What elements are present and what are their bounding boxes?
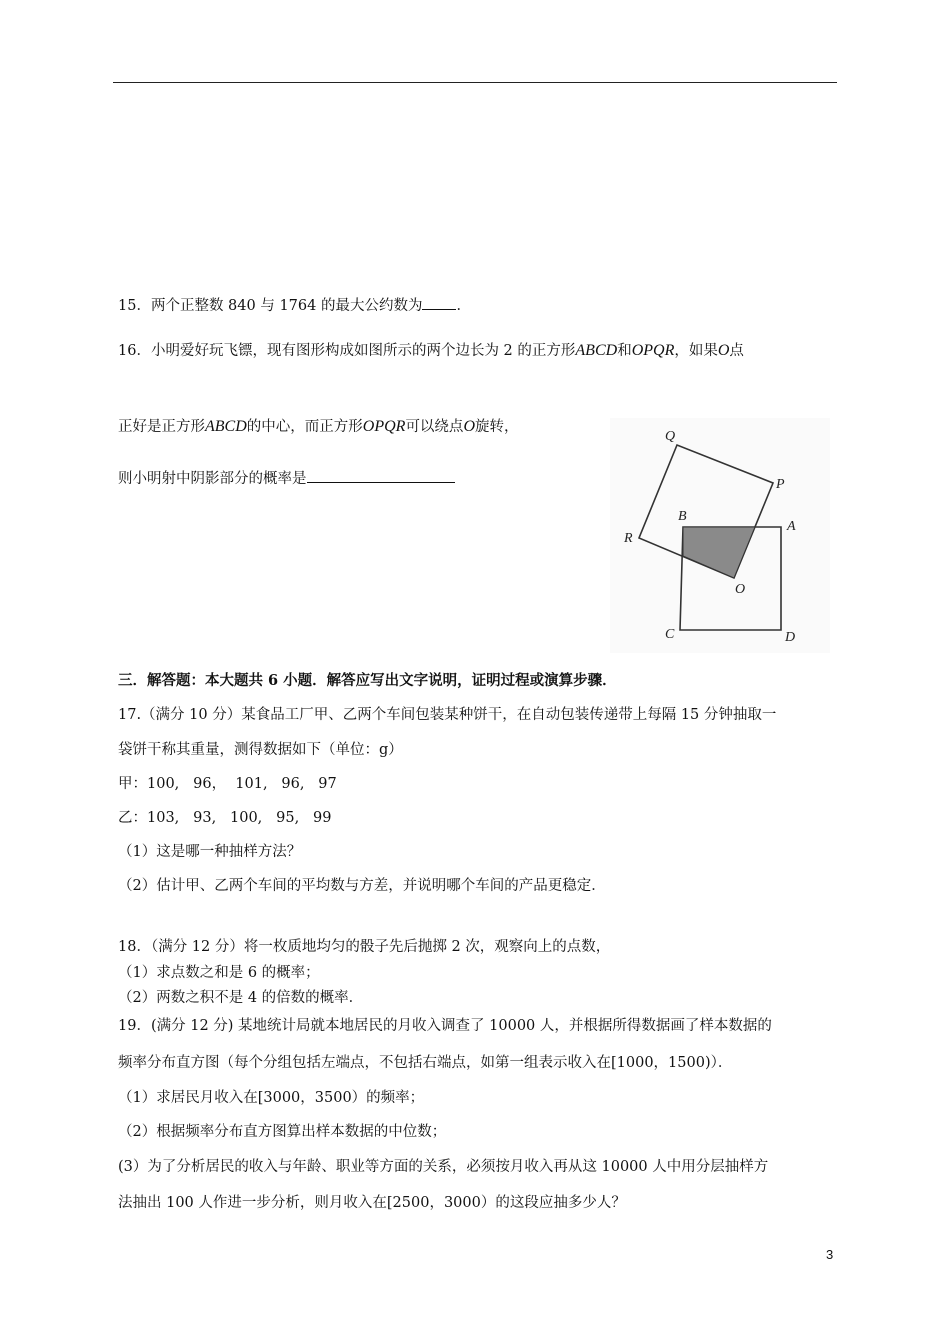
two-squares-figure (610, 418, 830, 653)
label-b: B (678, 509, 687, 524)
label-o: O (735, 582, 746, 597)
q16-text: 则小明射中阴影部分的概率是 (118, 471, 307, 487)
point-o-label: O (463, 418, 475, 435)
label-r: R (624, 531, 633, 546)
question-18-line-1: 18．（满分 12 分）将一枚质地均匀的骰子先后抛掷 2 次，观察向上的点数， (118, 939, 611, 955)
square-abcd-label: ABCD (575, 342, 618, 359)
q16-text: 点 (729, 343, 744, 359)
q16-text: 的中心，而正方形 (246, 419, 363, 435)
section-3-heading: 三．解答题：本大题共 6 小题．解答应写出文字说明，证明过程或演算步骤． (118, 672, 617, 689)
question-16-line-2 (118, 417, 519, 437)
q16-text: 和 (617, 343, 632, 359)
q16-text: ，如果 (674, 343, 718, 359)
q16-text: 旋转， (475, 419, 519, 435)
label-p: P (776, 477, 785, 492)
label-d: D (785, 630, 796, 645)
page-number: 3 (826, 1247, 834, 1262)
question-15 (118, 295, 471, 316)
q19-part-3: (3）为了分析居民的收入与年龄、职业等方面的关系，必须按月收入再从这 10000 人中用分层抽样方 (118, 1159, 769, 1175)
square-opqr-label: OPQR (631, 342, 675, 359)
q15-text: 15．两个正整数 840 与 1764 的最大公约数为 (118, 298, 423, 314)
question-19-line-1: 19．(满分 12 分) 某地统计局就本地居民的月收入调查了 10000 人，并根据所得数据画了样本数据的 (118, 1018, 772, 1034)
q16-text: 16．小明爱好玩飞镖，现有图形构成如图所示的两个边长为 2 的正方形 (118, 343, 576, 359)
label-c: C (665, 627, 675, 642)
q18-part-1: （1）求点数之和是 6 的概率； (118, 965, 320, 981)
q17-part-1: （1）这是哪一种抽样方法？ (118, 844, 302, 860)
square-abcd-label: ABCD (205, 418, 247, 435)
q16-text: 正好是正方形 (118, 419, 205, 435)
q18-part-2: （2）两数之积不是 4 的倍数的概率． (118, 990, 364, 1006)
q19-part-1: （1）求居民月收入在[3000，3500）的频率； (118, 1090, 425, 1106)
question-17-line-2: 袋饼干称其重量，测得数据如下（单位：g） (118, 742, 403, 758)
label-a: A (787, 519, 796, 534)
q16-answer-blank[interactable] (307, 468, 455, 483)
q16-text: 可以绕点 (405, 419, 464, 435)
q15-period: ． (456, 298, 471, 314)
q17-data-yi: 乙：103, 93, 100, 95, 99 (118, 810, 332, 826)
question-17-line-1: 17.（满分 10 分）某食品工厂甲、乙两个车间包装某种饼干，在自动包装传递带上每隔 15 分钟抽取一 (118, 707, 777, 723)
header-rule (113, 82, 837, 83)
q17-data-jia: 甲：100, 96， 101, 96, 97 (118, 776, 337, 792)
label-q: Q (665, 429, 676, 444)
q19-part-3-continued: 法抽出 100 人作进一步分析，则月收入在[2500，3000）的这段应抽多少人？ (118, 1195, 626, 1211)
q17-part-2: （2）估计甲、乙两个车间的平均数与方差，并说明哪个车间的产品更稳定． (118, 878, 606, 894)
question-19-line-2: 频率分布直方图（每个分组包括左端点，不包括右端点，如第一组表示收入在[1000，1500)）． (118, 1055, 733, 1071)
question-16-line-1 (118, 341, 744, 361)
square-opqr-label: OPQR (362, 418, 406, 435)
q19-part-2: （2）根据频率分布直方图算出样本数据的中位数； (118, 1124, 447, 1140)
q15-answer-blank[interactable] (422, 295, 456, 310)
point-o-label: O (717, 342, 730, 359)
question-16-line-3 (118, 468, 455, 489)
